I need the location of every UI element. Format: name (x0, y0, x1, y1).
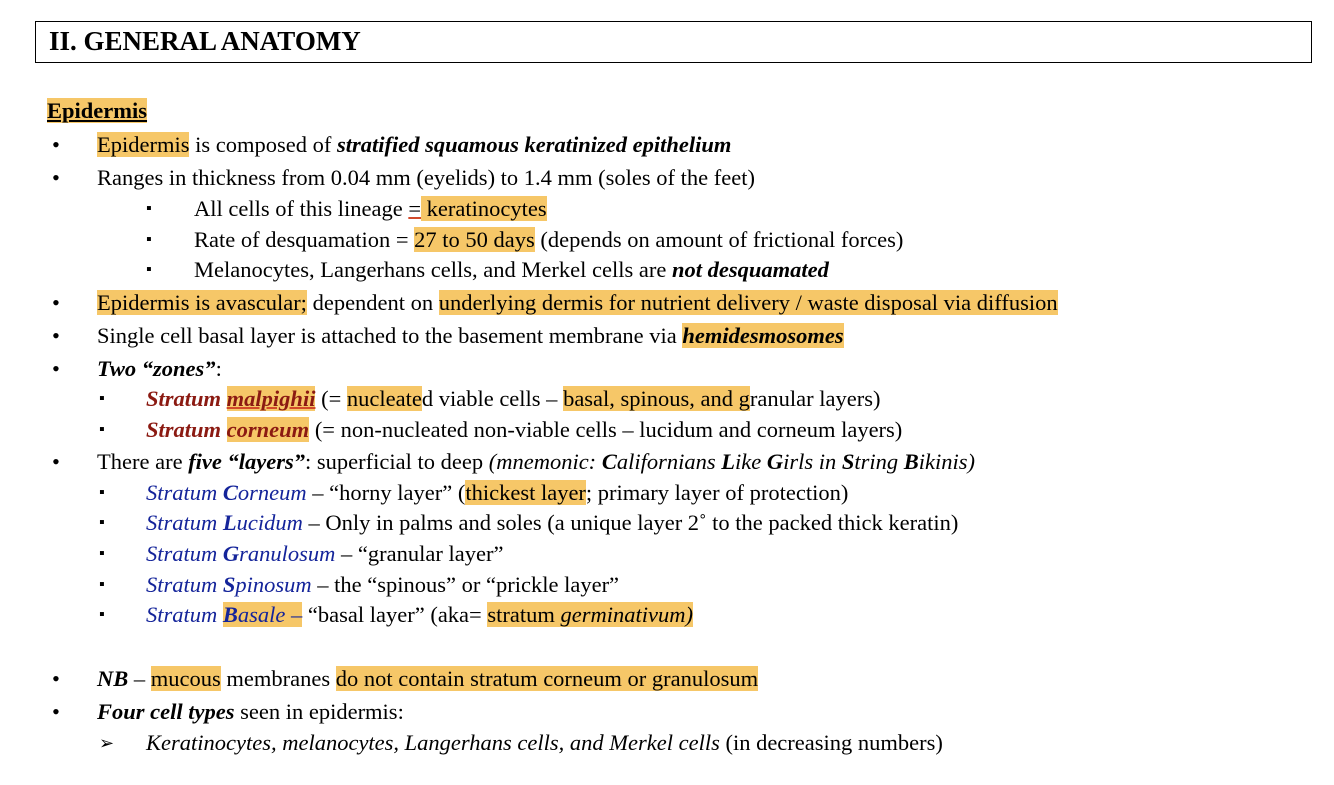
emphasis-four-cell-types: Four cell types (97, 699, 235, 724)
text: (in decreasing numbers) (719, 730, 943, 755)
text: Melanocytes, Langerhans cells, and Merkel cells are (194, 257, 672, 282)
text: – (128, 666, 151, 691)
list-item-zones (97, 355, 222, 383)
text: – the “spinous” or “prickle layer” (311, 572, 620, 597)
layer-name: orneum (237, 480, 307, 505)
text: (= (315, 386, 347, 411)
text: : (215, 356, 222, 381)
section-heading-box (35, 21, 1312, 63)
emphasis-five-layers: five “layers” (188, 449, 306, 474)
bullet-marker: • (52, 290, 60, 315)
layer-name: pinosum (235, 572, 312, 597)
text: All cells of this lineage (194, 196, 409, 221)
bullet-marker: • (52, 132, 60, 157)
square-bullet-marker: ▪ (99, 606, 105, 623)
text: “basal layer” (aka= (302, 602, 488, 627)
list-item-cell-types (97, 698, 404, 726)
text: seen in epidermis: (234, 699, 404, 724)
square-bullet-marker: ▪ (99, 390, 105, 407)
text: Rate of desquamation = (194, 227, 415, 252)
stratum-label: Stratum (146, 541, 223, 566)
highlight-stratum: stratum (487, 602, 561, 627)
arrow-bullet-marker: ➢ (99, 733, 115, 753)
sub-item-stratum-corneum (146, 479, 848, 507)
highlight-mucous: mucous (150, 666, 221, 691)
stratum-label: Stratum (146, 480, 223, 505)
sub-item-corneum (146, 416, 902, 444)
text: : superficial to deep (305, 449, 489, 474)
bullet-marker: • (52, 449, 60, 474)
section-heading: II. GENERAL ANATOMY (49, 26, 361, 56)
subsection-title: Epidermis (47, 98, 148, 123)
emphasis-epithelium: stratified squamous keratinized epithelium (336, 132, 732, 157)
square-bullet-marker: ▪ (99, 421, 105, 438)
list-item-avascular (97, 289, 1058, 317)
text: is composed of (189, 132, 337, 157)
list-item-composition (97, 131, 731, 159)
highlight-avascular: Epidermis is avascular; (97, 290, 307, 315)
list-item-basal-layer (97, 322, 844, 350)
bullet-marker: • (52, 699, 60, 724)
highlight-basal-spinous: basal, spinous, and g (563, 386, 750, 411)
layer-name: asale – (237, 602, 303, 627)
subsection-title-line (47, 97, 147, 125)
square-bullet-marker: ▪ (99, 514, 105, 531)
stratum-label: Stratum (146, 386, 227, 411)
mnemonic-letter: L (222, 510, 237, 535)
mnemonic: (mnemonic: Californians Like Girls in String Bikinis) (488, 449, 976, 474)
text: There are (97, 449, 189, 474)
bullet-marker: • (52, 323, 60, 348)
emphasis-zones: Two “zones” (97, 356, 216, 381)
mnemonic-letter: C (222, 480, 238, 505)
highlight-corneum: corneum (226, 417, 310, 442)
text: – “granular layer” (335, 541, 504, 566)
text: (depends on amount of frictional forces) (534, 227, 904, 252)
highlight-diffusion: underlying dermis for nutrient delivery / waste disposal via diffusion (438, 290, 1058, 315)
text: membranes (220, 666, 336, 691)
list-item-thickness (97, 164, 755, 192)
square-bullet-marker: ▪ (99, 484, 105, 501)
bullet-marker: • (52, 356, 60, 381)
square-bullet-marker: ▪ (146, 231, 152, 248)
highlight-germinativum: germinativum) (560, 602, 693, 627)
layer-name: ucidum (236, 510, 303, 535)
stratum-label: Stratum (146, 602, 223, 627)
text: ; primary layer of protection) (585, 480, 849, 505)
highlight-hemidesmosomes: hemidesmosomes (682, 323, 844, 348)
equals-sign: = (408, 196, 422, 221)
square-bullet-marker: ▪ (146, 200, 152, 217)
sub-item-not-desquamated (194, 256, 829, 284)
mnemonic-letter: G (222, 541, 240, 566)
highlight-malpighii: malpighii (226, 386, 316, 411)
bullet-marker: • (52, 666, 60, 691)
cell-types-list: Keratinocytes, melanocytes, Langerhans cells, and Merkel cells (146, 730, 720, 755)
highlight-epidermis: Epidermis (97, 132, 190, 157)
emphasis-not-desquamated: not desquamated (671, 257, 829, 282)
text: (= non-nucleated non-viable cells – lucidum and corneum layers) (309, 417, 903, 442)
sub-item-stratum-spinosum (146, 571, 619, 599)
mnemonic-letter: B (222, 602, 238, 627)
sub-item-lineage (194, 195, 547, 223)
text: d viable cells – (421, 386, 564, 411)
text: ranular layers) (749, 386, 881, 411)
square-bullet-marker: ▪ (99, 545, 105, 562)
list-item-five-layers (97, 448, 975, 476)
highlight-nucleated: nucleate (346, 386, 422, 411)
highlight-days: 27 to 50 days (414, 227, 535, 252)
bullet-marker: • (52, 165, 60, 190)
text: – Only in palms and soles (a unique layer 2˚ to the packed thick keratin) (302, 510, 959, 535)
text: – “horny layer” ( (306, 480, 466, 505)
square-bullet-marker: ▪ (146, 261, 152, 278)
sub-item-cell-types-list (146, 729, 943, 757)
sub-item-stratum-granulosum (146, 540, 503, 568)
highlight-thickest: thickest layer (465, 480, 586, 505)
emphasis-nb: NB (97, 666, 129, 691)
text: Ranges in thickness from 0.04 mm (eyelids) to 1.4 mm (soles of the feet) (97, 165, 755, 190)
stratum-label: Stratum (146, 417, 227, 442)
mnemonic-letter: S (222, 572, 236, 597)
layer-name: ranulosum (239, 541, 336, 566)
sub-item-malpighii (146, 385, 880, 413)
highlight-keratinocytes: keratinocytes (421, 196, 547, 221)
sub-item-stratum-basale (146, 601, 693, 629)
text: dependent on (306, 290, 439, 315)
stratum-label: Stratum (146, 510, 223, 535)
highlight-no-corneum: do not contain stratum corneum or granulosum (335, 666, 759, 691)
list-item-mucous (97, 665, 758, 693)
stratum-label: Stratum (146, 572, 223, 597)
sub-item-desquamation-rate (194, 226, 903, 254)
sub-item-stratum-lucidum (146, 509, 958, 537)
text: Single cell basal layer is attached to the basement membrane via (97, 323, 683, 348)
square-bullet-marker: ▪ (99, 576, 105, 593)
